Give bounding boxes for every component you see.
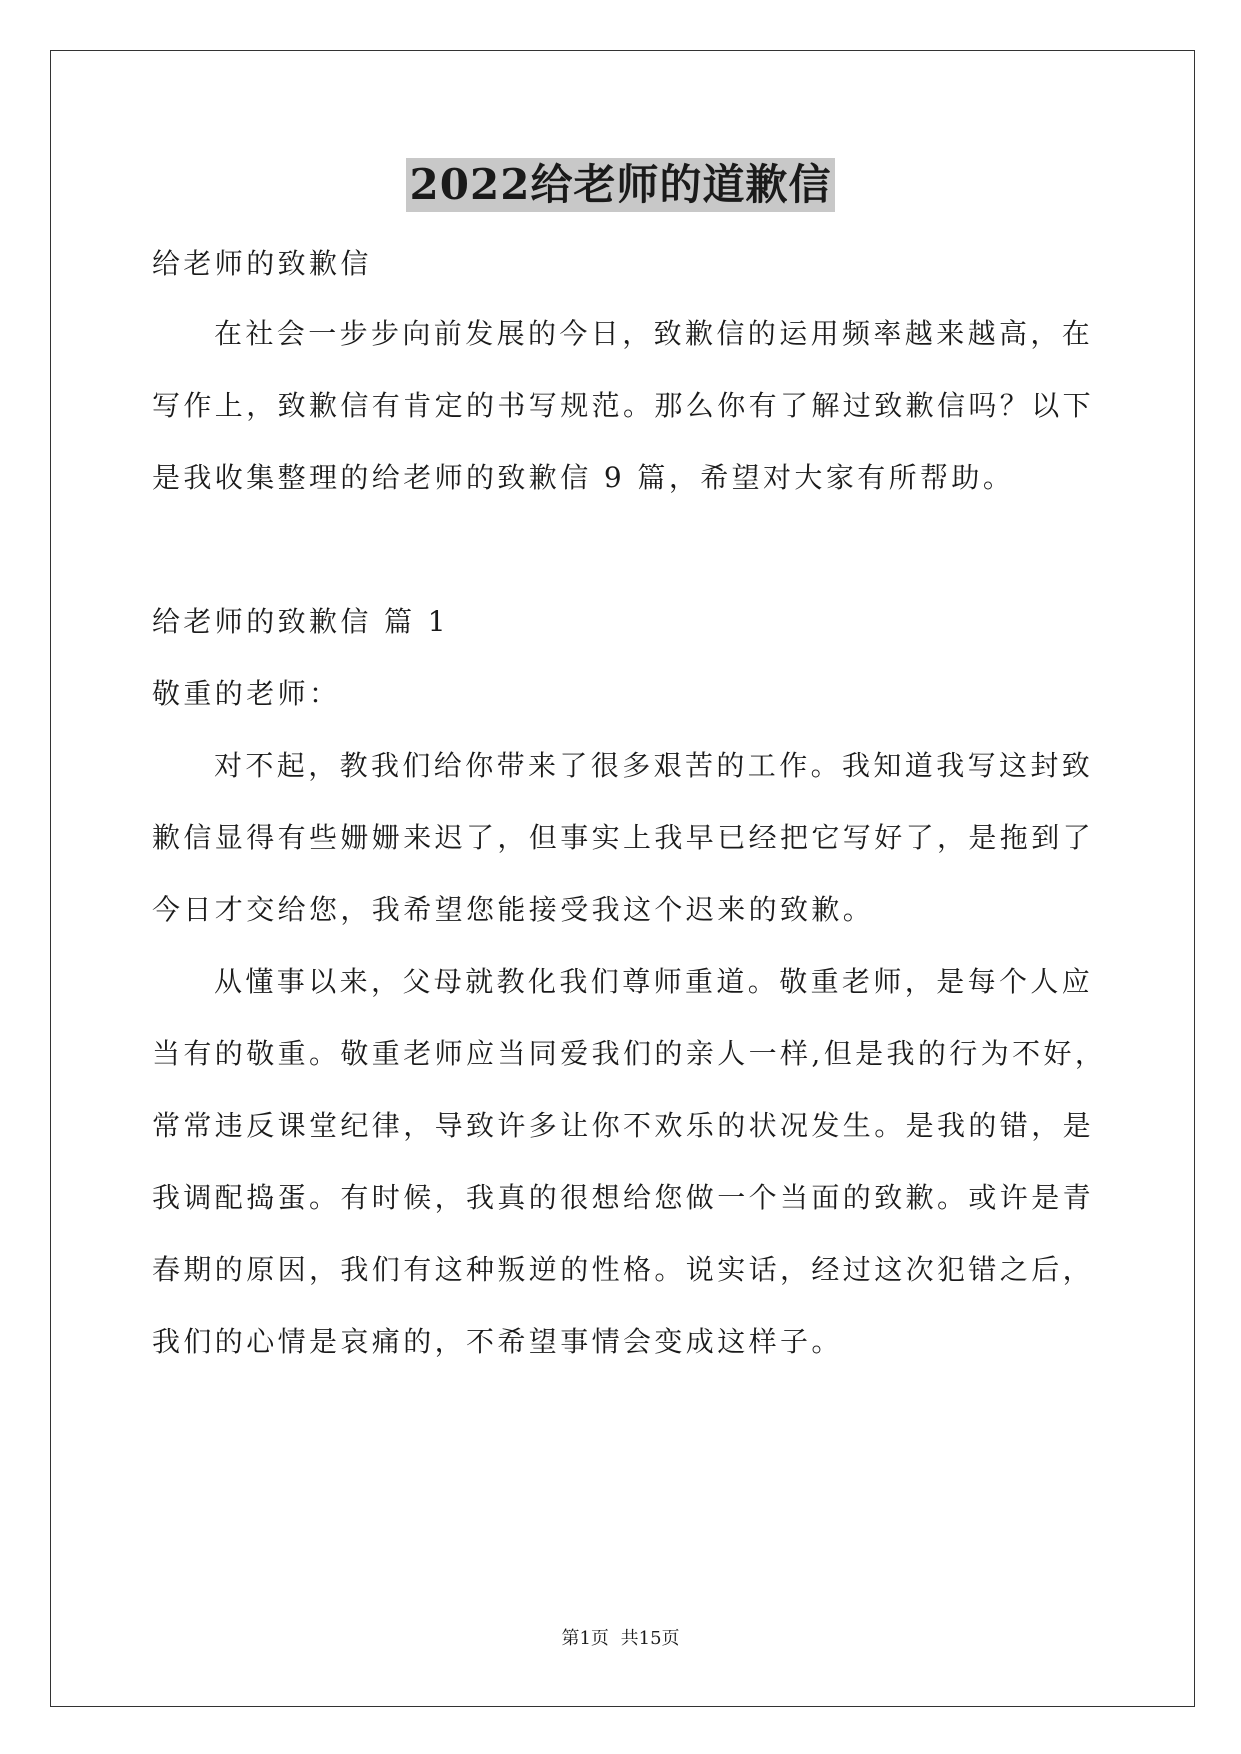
paragraph-line: 今日才交给您，我希望您能接受我这个迟来的致歉。 xyxy=(152,893,875,926)
paragraph-line: 常常违反课堂纪律，导致许多让你不欢乐的状况发生。是我的错，是 xyxy=(152,1109,1095,1142)
paragraph-line: 当有的敬重。敬重老师应当同爱我们的亲人一样,但是我的行为不好， xyxy=(152,1037,1107,1070)
document-title: 2022给老师的道歉信 xyxy=(406,158,836,212)
page-border xyxy=(50,50,1195,1707)
intro-heading: 给老师的致歉信 xyxy=(152,247,372,280)
paragraph-line: 我们的心情是哀痛的，不希望事情会变成这样子。 xyxy=(152,1325,843,1358)
paragraph-line: 对不起，教我们给你带来了很多艰苦的工作。我知道我写这封致 xyxy=(214,749,1094,782)
paragraph-line: 我调配捣蛋。有时候，我真的很想给您做一个当面的致歉。或许是青 xyxy=(152,1181,1095,1214)
paragraph-line: 是我收集整理的给老师的致歉信 9 篇，希望对大家有所帮助。 xyxy=(152,461,1015,494)
paragraph-line: 写作上，致歉信有肯定的书写规范。那么你有了解过致歉信吗？以下 xyxy=(152,389,1095,422)
section-heading: 给老师的致歉信 篇 1 xyxy=(152,605,450,638)
page-footer xyxy=(0,1627,1241,1651)
title-wrapper xyxy=(0,158,1241,212)
paragraph-line: 在社会一步步向前发展的今日，致歉信的运用频率越来越高，在 xyxy=(214,317,1094,350)
page-total: 共15页 xyxy=(620,1628,680,1649)
page-number: 第1页 xyxy=(561,1628,609,1649)
paragraph-line: 春期的原因，我们有这种叛逆的性格。说实话，经过这次犯错之后， xyxy=(152,1253,1095,1286)
paragraph-line: 从懂事以来，父母就教化我们尊师重道。敬重老师，是每个人应 xyxy=(214,965,1094,998)
salutation: 敬重的老师： xyxy=(152,677,341,710)
paragraph-line: 歉信显得有些姗姗来迟了，但事实上我早已经把它写好了，是拖到了 xyxy=(152,821,1095,854)
